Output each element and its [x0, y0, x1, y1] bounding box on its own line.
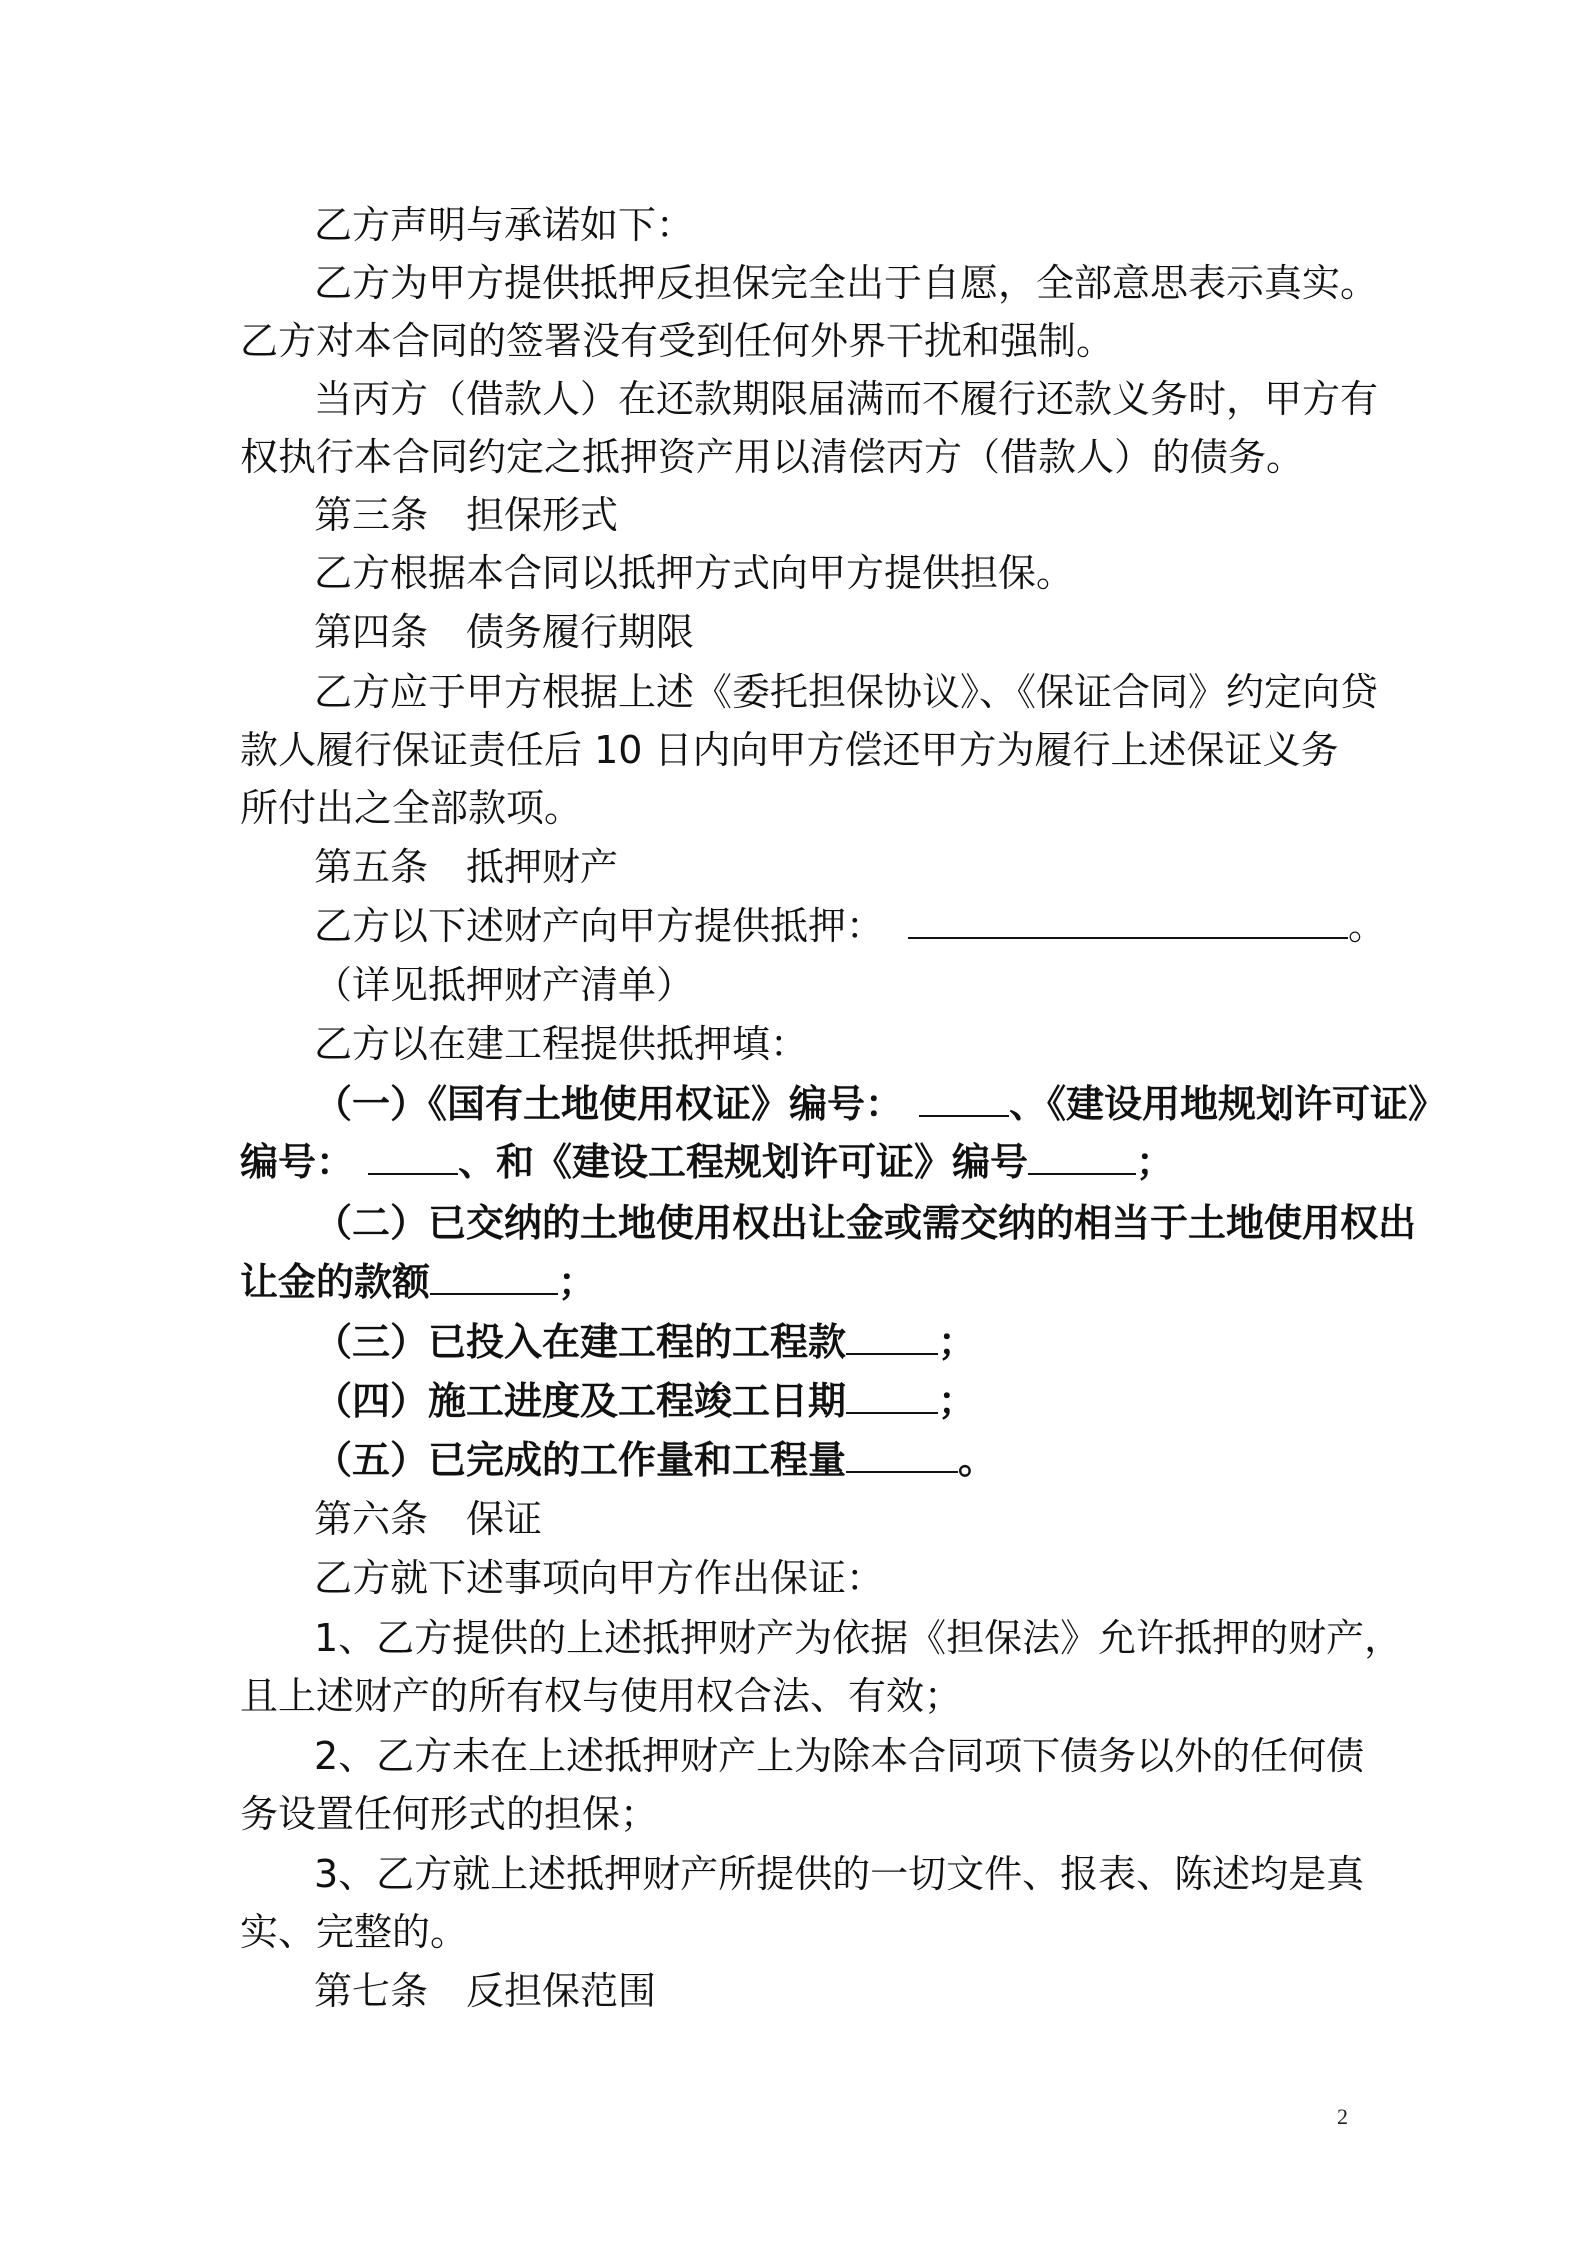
item-5-label: （五）已完成的工作量和工程量	[314, 1438, 847, 1482]
article-7-heading: 第七条 反担保范围	[314, 1969, 657, 2013]
paragraph-line: 乙方为甲方提供抵押反担保完全出于自愿，全部意思表示真实。	[314, 261, 1379, 305]
item-2-label: 让金的款额	[240, 1260, 431, 1304]
paragraph-line: 乙方对本合同的签署没有受到任何外界干扰和强制。	[240, 319, 1115, 363]
item-2-line: （二）已交纳的土地使用权出让金或需交纳的相当于土地使用权出	[314, 1201, 1417, 1245]
item-1-label: （一）《国有土地使用权证》编号：	[314, 1082, 904, 1126]
paragraph-line: 乙方应于甲方根据上述《委托担保协议》、《保证合同》约定向贷	[314, 670, 1379, 714]
guarantee-item-1: 1、乙方提供的上述抵押财产为依据《担保法》允许抵押的财产，	[314, 1616, 1403, 1660]
paragraph-line: 乙方以在建工程提供抵押填：	[314, 1022, 809, 1066]
article-5-heading: 第五条 抵押财产	[314, 845, 619, 889]
paragraph-line: 当丙方（借款人）在还款期限届满而不履行还款义务时，甲方有	[314, 377, 1379, 421]
article-3-heading: 第三条 担保形式	[314, 493, 619, 537]
paragraph-line: 务设置任何形式的担保；	[240, 1792, 659, 1836]
period: 。	[958, 1438, 997, 1482]
planning-permit-number-blank[interactable]	[368, 1133, 458, 1175]
statement-heading: 乙方声明与承诺如下：	[314, 203, 695, 247]
item-3-line	[240, 1313, 1370, 1371]
article-6-heading: 第六条 保证	[314, 1497, 543, 1541]
item-1-line	[240, 1075, 1447, 1133]
guarantee-item-2: 2、乙方未在上述抵押财产上为除本合同项下债务以外的任何债	[314, 1734, 1365, 1778]
workload-blank[interactable]	[846, 1431, 958, 1473]
guarantee-item-3: 3、乙方就上述抵押财产所提供的一切文件、报表、陈述均是真	[314, 1852, 1365, 1896]
item-5-line	[240, 1431, 1370, 1489]
paragraph-line: 乙方就下述事项向甲方作出保证：	[314, 1556, 885, 1600]
paragraph-line: 实、完整的。	[240, 1910, 469, 1954]
article-4-heading: 第四条 债务履行期限	[314, 610, 695, 654]
land-cert-number-blank[interactable]	[919, 1075, 1009, 1117]
item-2-continued	[240, 1253, 1370, 1311]
number-label: 编号：	[240, 1140, 355, 1184]
page-number: 2	[1337, 2104, 1348, 2129]
transfer-fee-blank[interactable]	[430, 1253, 558, 1295]
semicolon: ；	[558, 1260, 597, 1304]
collateral-list-note: （详见抵押财产清单）	[314, 963, 695, 1007]
collateral-label: 乙方以下述财产向甲方提供抵押：	[314, 904, 885, 948]
invested-amount-blank[interactable]	[846, 1313, 938, 1355]
semicolon: ；	[938, 1379, 977, 1423]
construction-permit-number-blank[interactable]	[1028, 1133, 1136, 1175]
item-4-label: （四）施工进度及工程竣工日期	[314, 1379, 847, 1423]
paragraph-line: 所付出之全部款项。	[240, 786, 583, 830]
item-1-text: 、《建设用地规划许可证》	[1009, 1082, 1447, 1126]
paragraph-line: 款人履行保证责任后 10 日内向甲方偿还甲方为履行上述保证义务	[240, 728, 1339, 772]
completion-date-blank[interactable]	[846, 1372, 938, 1414]
item-1-continued	[240, 1133, 1370, 1191]
collateral-blank[interactable]	[908, 897, 1348, 939]
semicolon: ；	[1136, 1140, 1175, 1184]
paragraph-line: 乙方根据本合同以抵押方式向甲方提供担保。	[314, 551, 1075, 595]
paragraph-line: 且上述财产的所有权与使用权合法、有效；	[240, 1674, 963, 1718]
item-1-text: 、和《建设工程规划许可证》编号	[458, 1140, 1029, 1184]
item-4-line	[240, 1372, 1370, 1430]
collateral-end: 。	[1348, 904, 1387, 948]
collateral-line	[240, 897, 1387, 955]
paragraph-line: 权执行本合同约定之抵押资产用以清偿丙方（借款人）的债务。	[240, 435, 1305, 479]
semicolon: ；	[938, 1320, 977, 1364]
item-3-label: （三）已投入在建工程的工程款	[314, 1320, 847, 1364]
